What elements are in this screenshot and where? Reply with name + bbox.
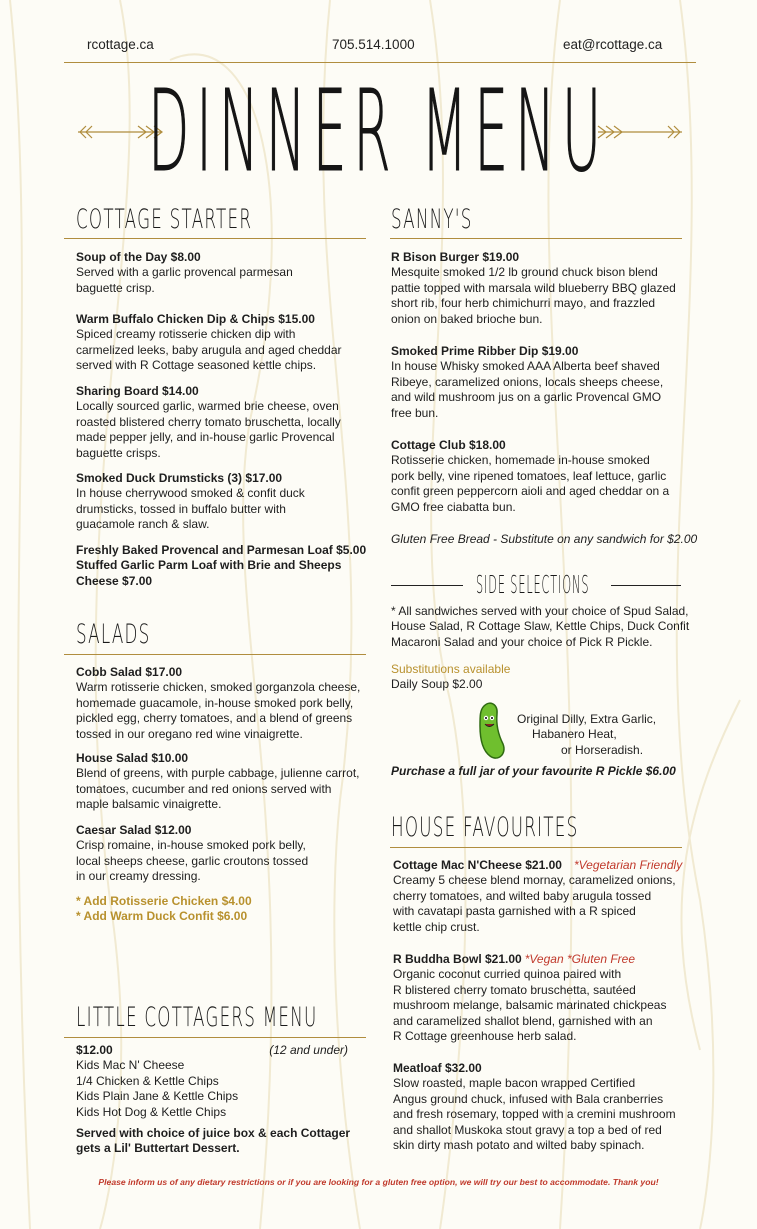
item-description: Blend of greens, with purple cabbage, julienne carrot, tomatoes, cucumber and red onions served with maple balsamic vinaigrette. — [76, 766, 360, 812]
substitutions-label: Substitutions available — [391, 662, 511, 676]
sides-description — [391, 604, 689, 650]
item-name: Smoked Duck Drumsticks (3) $17.00 — [76, 471, 283, 485]
kids-price: $12.00 — [76, 1043, 113, 1057]
kids-age-note: (12 and under) — [269, 1043, 348, 1057]
email-link[interactable]: eat@rcottage.ca — [563, 37, 663, 52]
item-name: Sharing Board $14.00 — [76, 384, 199, 398]
loaf-item: Freshly Baked Provencal and Parmesan Loaf $5.00 — [76, 543, 367, 557]
side-divider-left — [391, 585, 463, 586]
item-name: Cobb Salad $17.00 — [76, 665, 183, 679]
menu-item — [391, 250, 676, 327]
pickle-flavours — [517, 712, 656, 758]
item-name: House Salad $10.00 — [76, 751, 189, 765]
sides-text: * All sandwiches served with your choice of Spud Salad, House Salad, R Cottage Slaw, Kettle Chips, Duck Confit Macaroni Salad and your choice of Pick R Pickle. — [391, 604, 690, 649]
website-link[interactable]: rcottage.ca — [87, 37, 154, 52]
item-description: Organic coconut curried quinoa paired with R blistered cherry tomato bruschetta, sautéed mushroom melange, balsamic marinated chickpeas and caramelized shallot blend, garnished with an R Cottage greenhouse herb salad. — [393, 967, 667, 1044]
kids-item: Kids Mac N' Cheese — [76, 1058, 185, 1073]
diet-tag: *Vegetarian Friendly — [573, 858, 683, 872]
item-name: Caesar Salad $12.00 — [76, 823, 192, 837]
kids-item: Kids Hot Dog & Kettle Chips — [76, 1104, 227, 1119]
pickle-flavour: Original Dilly, Extra Garlic, — [517, 712, 657, 726]
loaf-items — [76, 543, 366, 589]
salad-addons — [76, 894, 252, 925]
kids-note — [76, 1126, 350, 1157]
item-name: Warm Buffalo Chicken Dip & Chips $15.00 — [76, 312, 315, 326]
daily-soup-price: Daily Soup $2.00 — [391, 677, 483, 691]
phone-number[interactable]: 705.514.1000 — [332, 37, 415, 52]
addon: * Add Rotisserie Chicken $4.00 — [76, 894, 252, 908]
item-description: Locally sourced garlic, warmed brie cheese, oven roasted blistered cherry tomato bruschetta, locally made pepper jelly, and in-house garlic Provencal baguette crisps. — [76, 399, 341, 460]
menu-item — [76, 384, 341, 461]
pickle-icon — [476, 700, 506, 762]
menu-item — [76, 471, 305, 533]
menu-item — [393, 858, 682, 935]
item-description: Creamy 5 cheese blend mornay, caramelized onions, cherry tomatoes, and wilted baby arugula tossed with cavatapi pasta garnished with a R spiced kettle chip crust. — [393, 873, 676, 934]
pickle-flavour: Habanero Heat, — [532, 727, 617, 742]
menu-item — [76, 751, 360, 813]
item-name: Meatloaf $32.00 — [393, 1061, 482, 1075]
addon: * Add Warm Duck Confit $6.00 — [76, 909, 248, 924]
section-divider — [64, 1037, 366, 1038]
menu-item — [393, 952, 666, 1044]
menu-item — [393, 1061, 676, 1153]
section-divider — [390, 847, 682, 848]
gluten-free-note: Gluten Free Bread - Substitute on any sandwich for $2.00 — [391, 532, 698, 546]
section-divider — [64, 238, 366, 239]
section-divider — [390, 238, 682, 239]
menu-item — [76, 250, 293, 296]
item-description: Served with a garlic provencal parmesan baguette crisp. — [76, 265, 293, 295]
kids-item: Kids Plain Jane & Kettle Chips — [76, 1089, 239, 1104]
item-description: In house Whisky smoked AAA Alberta beef shaved Ribeye, caramelized onions, locals sheeps cheese, and wild mushroom jus on a garlic Provencal GMO free bun. — [391, 359, 664, 420]
pickle-jar-offer: Purchase a full jar of your favourite R Pickle $6.00 — [391, 764, 676, 778]
section-title-kids: LITTLE COTTAGERS MENU — [76, 1002, 318, 1033]
section-title-salads: SALADS — [76, 619, 151, 650]
diet-tag: *Vegan *Gluten Free — [524, 952, 635, 966]
item-name: Smoked Prime Ribber Dip $19.00 — [391, 344, 579, 358]
section-divider — [64, 654, 366, 655]
item-description: Slow roasted, maple bacon wrapped Certified Angus ground chuck, infused with Bala cranberries and fresh rosemary, topped with a cremini mushroom and shallot Muskoka stout gravy a top a bed of red skin dirty mash potato and wilted baby spinach. — [393, 1076, 676, 1153]
item-description: Spiced creamy rotisserie chicken dip with carmelized leeks, baby arugula and aged cheddar served with R Cottage seasoned kettle chips. — [76, 327, 342, 373]
item-name: R Bison Burger $19.00 — [391, 250, 520, 264]
item-name: Soup of the Day $8.00 — [76, 250, 201, 264]
loaf-item: Stuffed Garlic Parm Loaf with Brie and Sheeps Cheese $7.00 — [76, 558, 342, 588]
item-description: In house cherrywood smoked & confit duck drumsticks, tossed in buffalo butter with guacamole ranch & slaw. — [76, 486, 305, 532]
item-description: Mesquite smoked 1/2 lb ground chuck bison blend pattie topped with marsala wild blueberry BBQ glazed short rib, four herb chimichurri mayo, and frazzled onion on baked brioche bun. — [391, 265, 676, 326]
item-name: Cottage Mac N'Cheese $21.00 — [393, 858, 562, 872]
kids-item: 1/4 Chicken & Kettle Chips — [76, 1073, 219, 1088]
section-title-favourites: HOUSE FAVOURITES — [391, 812, 579, 843]
kids-menu — [76, 1043, 348, 1120]
dietary-footer: Please inform us of any dietary restrictions or if you are looking for a gluten free option, we will try our best to accommodate. Thank you! — [98, 1177, 659, 1187]
pickle-flavour: or Horseradish. — [561, 742, 644, 757]
item-description: Rotisserie chicken, homemade in-house smoked pork belly, vine ripened tomatoes, leaf lettuce, garlic confit green peppercorn aioli and aged cheddar on a GMO free ciabatta bun. — [391, 453, 670, 514]
header-divider — [64, 62, 696, 63]
menu-item — [391, 344, 663, 421]
section-title-sannys: SANNY'S — [391, 204, 473, 235]
menu-item — [76, 823, 308, 885]
side-divider-right — [611, 585, 681, 586]
kids-note-text: Served with choice of juice box & each Cottager gets a Lil' Buttertart Dessert. — [76, 1126, 351, 1156]
item-name: Cottage Club $18.00 — [391, 438, 506, 452]
menu-item — [391, 438, 669, 515]
item-description: Crisp romaine, in-house smoked pork belly, local sheeps cheese, garlic croutons tossed in our creamy dressing. — [76, 838, 309, 884]
item-name: R Buddha Bowl $21.00 — [393, 952, 522, 966]
menu-item — [76, 312, 342, 374]
section-title-sides: SIDE SELECTIONS — [476, 570, 590, 599]
menu-item — [76, 665, 360, 742]
item-description: Warm rotisserie chicken, smoked gorganzola cheese, homemade guacamole, in-house smoked pork belly, pickled egg, cherry tomatoes, and a blend of greens tossed in our oregano red wine vinaigrette. — [76, 680, 361, 741]
page-title: DINNER MENU — [148, 67, 608, 197]
section-title-starters: COTTAGE STARTER — [76, 204, 253, 235]
